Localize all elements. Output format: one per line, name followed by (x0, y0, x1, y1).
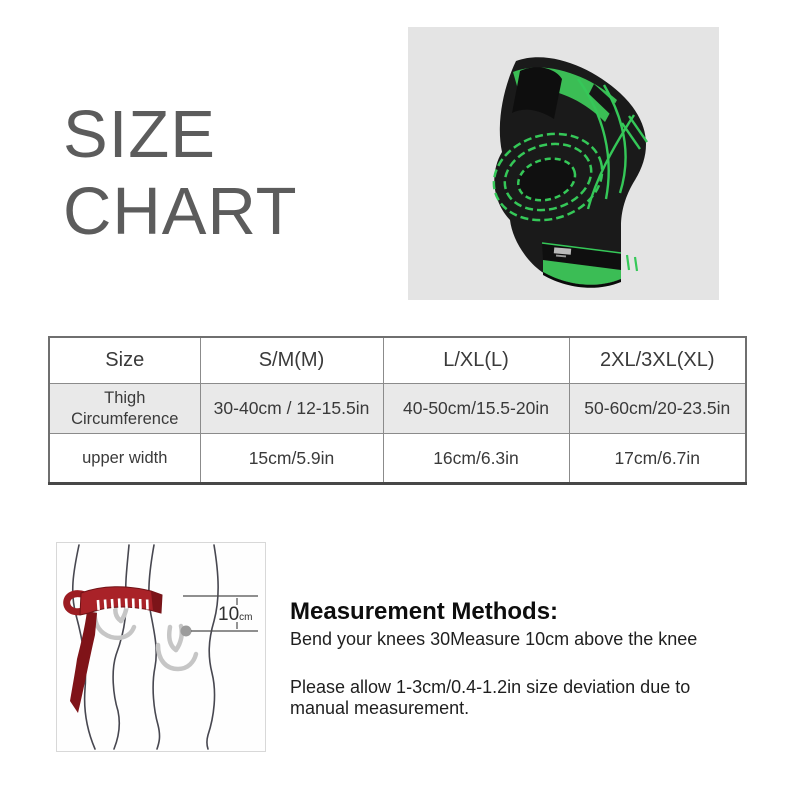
table-cell: 16cm/6.3in (383, 434, 569, 484)
deviation-note (290, 677, 760, 719)
page-title (63, 96, 298, 250)
legs-measurement-illustration (57, 543, 265, 751)
title-line-2: CHART (63, 174, 298, 249)
title-line-1: SIZE (63, 97, 216, 172)
table-cell: 17cm/6.7in (569, 434, 746, 484)
deviation-note-line1: Please allow 1-3cm/0.4-1.2in size deviation due to (290, 677, 691, 697)
table-row-upper-width (49, 434, 746, 484)
leg-outlines (73, 545, 218, 749)
col-header-lxl: L/XL(L) (383, 337, 569, 384)
measurement-methods-heading: Measurement Methods: (290, 598, 559, 625)
distance-label: 10cm (218, 604, 253, 625)
measurement-diagram (56, 542, 266, 752)
size-table-header-row (49, 337, 746, 384)
row-label: Thigh Circumference (49, 384, 200, 434)
measurement-instruction: Bend your knees 30Measure 10cm above the knee (290, 629, 698, 649)
size-table (48, 336, 747, 485)
table-row-thigh-circumference (49, 384, 746, 434)
knee-point-marker (181, 626, 192, 637)
table-cell: 15cm/5.9in (200, 434, 383, 484)
table-cell: 30-40cm / 12-15.5in (200, 384, 383, 434)
col-header-size: Size (49, 337, 200, 384)
measurement-methods (290, 597, 760, 719)
col-header-sm: S/M(M) (200, 337, 383, 384)
table-cell: 40-50cm/15.5-20in (383, 384, 569, 434)
product-photo (408, 27, 719, 300)
bottom-band-ticks (627, 255, 637, 271)
row-label: upper width (49, 434, 200, 484)
col-header-2xl3xl: 2XL/3XL(XL) (569, 337, 746, 384)
deviation-note-line2: manual measurement. (290, 698, 470, 718)
knee-brace-image (408, 27, 719, 300)
table-cell: 50-60cm/20-23.5in (569, 384, 746, 434)
